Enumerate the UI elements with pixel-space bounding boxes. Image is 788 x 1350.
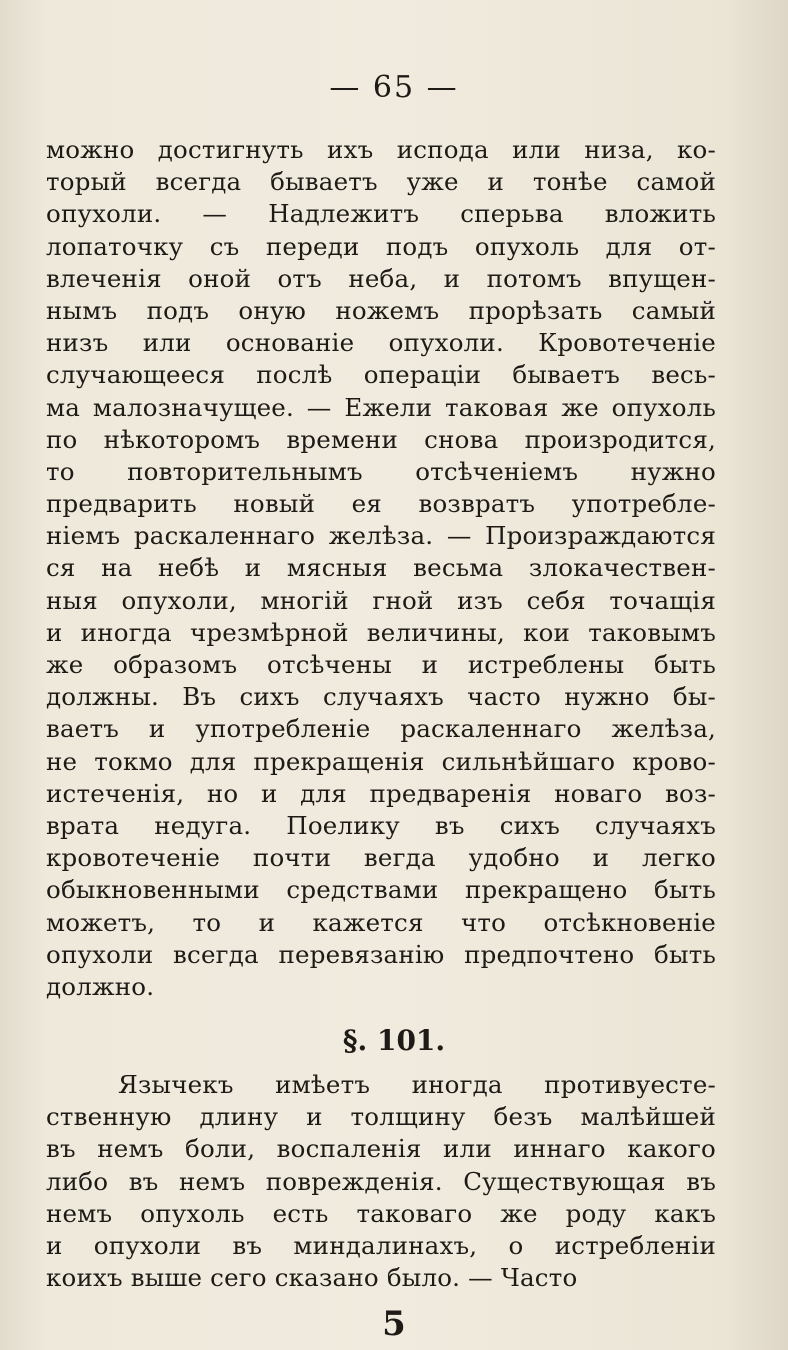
text-line: опухоли всегда перевязанію предпочтено быть: [46, 939, 716, 969]
text-line: немъ опухоль есть таковаго же роду какъ: [46, 1198, 716, 1228]
text-line: либо въ немъ поврежденія. Существующая въ: [46, 1166, 716, 1196]
text-line: Язычекъ имѣетъ иногда противуесте-: [118, 1070, 716, 1099]
text-line: врата недуга. Поелику въ сихъ случаяхъ: [46, 810, 716, 840]
text-line: опухоли. — Надлежитъ сперьва вложить: [46, 199, 716, 229]
text-line: и иногда чрезмѣрной величины, кои таковымъ: [46, 617, 716, 647]
paragraph-continued: [46, 134, 716, 1003]
text-line: ныя опухоли, многій гной изъ себя точащія: [46, 585, 716, 615]
text-line: коихъ выше сего сказано было. — Часто: [46, 1263, 578, 1293]
text-line: лопаточку съ переди подъ опухоль для от-: [46, 231, 716, 261]
text-line: торый всегда бываетъ уже и тонѣе самой: [46, 167, 716, 197]
text-line: истеченія, но и для предваренія новаго воз-: [46, 778, 716, 808]
text-line: ма малозначущее. — Ежели таковая же опухоль: [46, 392, 716, 422]
text-line: не токмо для прекращенія сильнѣйшаго крово-: [46, 746, 716, 776]
text-line: низъ или основаніе опухоли. Кровотеченіе: [46, 328, 716, 358]
paragraph-section-101: [46, 1069, 716, 1294]
text-line: ніемъ раскаленнаго желѣза. — Произраждаются: [46, 521, 716, 551]
text-line: должны. Въ сихъ случаяхъ часто нужно бы-: [46, 682, 716, 712]
signature-mark: 5: [382, 1304, 406, 1344]
text-line: кровотеченіе почти вегда удобно и легко: [46, 843, 716, 873]
text-line: по нѣкоторомъ времени снова произродится,: [46, 424, 716, 454]
text-line: можетъ, то и кажется что отсѣкновеніе: [46, 907, 716, 937]
text-line: должно.: [46, 971, 155, 1001]
text-line: влеченія оной отъ неба, и потомъ впущен-: [46, 263, 716, 293]
text-line: ваетъ и употребленіе раскаленнаго желѣза,: [46, 714, 716, 744]
text-line: предварить новый ея возвратъ употребле-: [46, 489, 716, 519]
text-line: то повторительнымъ отсѣченіемъ нужно: [46, 456, 716, 486]
text-line: ственную длину и толщину безъ малѣйшей: [46, 1102, 716, 1132]
section-heading: §. 101.: [342, 1024, 446, 1057]
text-line: нымъ подъ оную ножемъ прорѣзать самый: [46, 295, 716, 325]
text-line: же образомъ отсѣчены и истреблены быть: [46, 650, 716, 679]
text-line: ся на небѣ и мясныя весьма злокачествен-: [46, 553, 716, 583]
text-line: обыкновенными средствами прекращено быть: [46, 875, 716, 905]
text-line: и опухоли въ миндалинахъ, о истребленіи: [46, 1230, 716, 1260]
text-line: въ немъ боли, воспаленія или иннаго какого: [46, 1134, 716, 1164]
text-line: можно достигнуть ихъ исподa или низа, ко-: [46, 135, 716, 164]
text-line: случающееся послѣ операціи бываетъ весь-: [46, 360, 716, 390]
page-number: — 65 —: [329, 70, 459, 105]
